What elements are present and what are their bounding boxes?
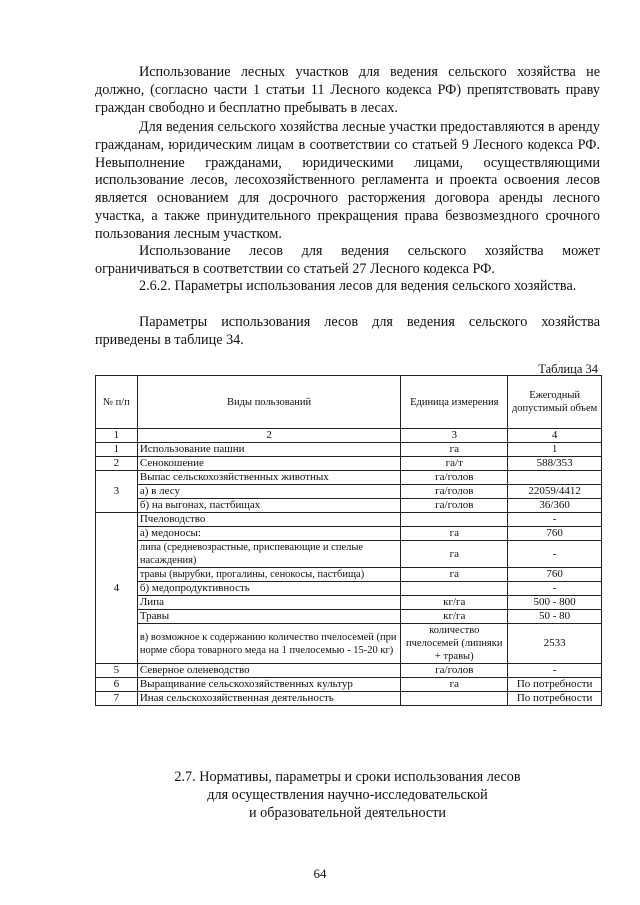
row-unit: га/голов (401, 499, 508, 513)
paragraph-4-subsection: 2.6.2. Параметры использования лесов для ведения сельского хозяйства. (139, 278, 577, 294)
table-row (96, 624, 602, 664)
row-volume: По потребности (508, 692, 602, 706)
column-number-row (96, 429, 602, 443)
row-volume: 2533 (508, 624, 602, 664)
row-type: Иная сельскохозяйственная деятельность (137, 692, 400, 706)
row-no: 7 (96, 692, 138, 706)
header-volume: Ежегодный допустимый объем (508, 376, 602, 429)
section-heading (95, 768, 600, 822)
row-unit: га (401, 678, 508, 692)
row-type: Выпас сельскохозяйственных животных (137, 471, 400, 485)
row-type: б) медопродуктивность (137, 582, 400, 596)
row-volume: - (508, 664, 602, 678)
row-unit: га (401, 541, 508, 568)
row-volume: 50 - 80 (508, 610, 602, 624)
row-type: Травы (137, 610, 400, 624)
table-row (96, 457, 602, 471)
row-type: а) в лесу (137, 485, 400, 499)
row-no: 1 (96, 443, 138, 457)
row-volume (508, 471, 602, 485)
header-type: Виды пользований (137, 376, 400, 429)
header-no: № п/п (96, 376, 138, 429)
table-row (96, 443, 602, 457)
table-row (96, 568, 602, 582)
page-number: 64 (313, 866, 327, 881)
row-type: Выращивание сельскохозяйственных культур (137, 678, 400, 692)
section-heading-line: 2.7. Нормативы, параметры и сроки использования лесов (174, 769, 521, 785)
table-row (96, 582, 602, 596)
table-row (96, 541, 602, 568)
row-unit: кг/га (401, 610, 508, 624)
row-type: травы (вырубки, прогалины, сенокосы, пастбища) (137, 568, 400, 582)
row-type: Пчеловодство (137, 513, 400, 527)
row-unit: га (401, 443, 508, 457)
paragraph-2: Для ведения сельского хозяйства лесные участки предоставляются в аренду гражданам, юридическим лицам в соответствии со статьей 9 Лесного кодекса РФ. Невыполнение гражданами, юридическими лицами, осуществляющими использование лесов, лесохозяйственного регламента и проекта освоения лесов является основанием для досрочного расторжения договора аренды лесного участка, а также принудительного прекращения права безвозмездного срочного пользования лесным участком. (95, 119, 600, 242)
row-no: 2 (96, 457, 138, 471)
table-caption: Таблица 34 (538, 362, 598, 376)
row-unit: количество пчелосемей (липняки + травы) (401, 624, 508, 664)
row-volume: - (508, 541, 602, 568)
table-header-row (96, 376, 602, 429)
row-volume: 500 - 800 (508, 596, 602, 610)
table-row (96, 513, 602, 527)
table-row (96, 692, 602, 706)
col-number: 4 (508, 429, 602, 443)
row-type: в) возможное к содержанию количество пчелосемей (при норме сбора товарного меда на 1 пчелосемью - 15-20 кг) (137, 624, 400, 664)
row-no: 6 (96, 678, 138, 692)
row-unit (401, 582, 508, 596)
row-volume: 760 (508, 568, 602, 582)
paragraph-5: Параметры использования лесов для ведения сельского хозяйства приведены в таблице 34. (95, 314, 600, 348)
table-row (96, 678, 602, 692)
row-no: 3 (96, 471, 138, 513)
row-no: 4 (96, 513, 138, 664)
row-unit: га/т (401, 457, 508, 471)
table-row (96, 471, 602, 485)
row-unit: га (401, 568, 508, 582)
row-volume: - (508, 582, 602, 596)
row-type: Северное оленеводство (137, 664, 400, 678)
table-row (96, 499, 602, 513)
table-34 (95, 375, 602, 706)
col-number: 3 (401, 429, 508, 443)
row-type: а) медоносы: (137, 527, 400, 541)
row-unit (401, 692, 508, 706)
table-row (96, 610, 602, 624)
header-unit: Единица измерения (401, 376, 508, 429)
col-number: 1 (96, 429, 138, 443)
section-heading-line: и образовательной деятельности (249, 805, 446, 821)
row-type: липа (средневозрастные, приспевающие и спелые насаждения) (137, 541, 400, 568)
row-type: Липа (137, 596, 400, 610)
table-row (96, 664, 602, 678)
col-number: 2 (137, 429, 400, 443)
row-unit: га/голов (401, 664, 508, 678)
row-type: Использование пашни (137, 443, 400, 457)
row-no: 5 (96, 664, 138, 678)
row-type: Сенокошение (137, 457, 400, 471)
row-volume: - (508, 513, 602, 527)
row-unit: га/голов (401, 485, 508, 499)
table-row (96, 596, 602, 610)
row-volume: 36/360 (508, 499, 602, 513)
row-type: б) на выгонах, пастбищах (137, 499, 400, 513)
row-unit: га/голов (401, 471, 508, 485)
paragraph-3: Использование лесов для ведения сельского хозяйства может ограничиваться в соответствии со статьей 27 Лесного кодекса РФ. (95, 243, 600, 277)
section-heading-line: для осуществления научно-исследовательской (207, 787, 488, 803)
row-unit (401, 513, 508, 527)
row-unit: га (401, 527, 508, 541)
row-volume: 22059/4412 (508, 485, 602, 499)
table-row (96, 485, 602, 499)
row-volume: 1 (508, 443, 602, 457)
row-volume: 588/353 (508, 457, 602, 471)
table-row (96, 527, 602, 541)
row-volume: 760 (508, 527, 602, 541)
paragraph-1: Использование лесных участков для ведения сельского хозяйства не должно, (согласно части 1 статьи 11 Лесного кодекса РФ) препятствовать праву граждан свободно и бесплатно пребывать в лесах. (95, 64, 600, 116)
row-volume: По потребности (508, 678, 602, 692)
row-unit: кг/га (401, 596, 508, 610)
